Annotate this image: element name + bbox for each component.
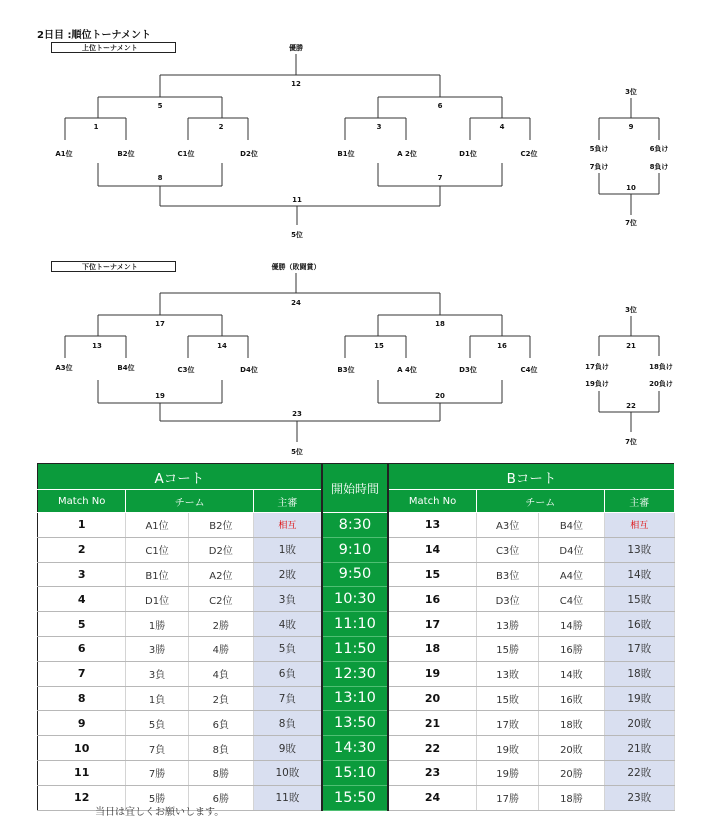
court-b-match-no: 21 bbox=[388, 711, 476, 736]
upper-semi-right: 6 bbox=[437, 102, 443, 110]
court-a-referee: 5負 bbox=[253, 636, 321, 661]
lower-side-bottom: 7位 bbox=[625, 438, 637, 446]
upper-team-8: C2位 bbox=[520, 150, 538, 158]
court-a-team-1: 1勝 bbox=[126, 612, 188, 637]
court-b-team-1: C3位 bbox=[477, 537, 539, 562]
court-b-team-2: 14敗 bbox=[539, 661, 604, 686]
lower-team-6: A 4位 bbox=[397, 366, 417, 374]
court-a-match-no: 8 bbox=[38, 686, 126, 711]
upper-side-t1: 5負け bbox=[589, 145, 609, 153]
court-a-match-no: 9 bbox=[38, 711, 126, 736]
court-b-match-no: 22 bbox=[388, 736, 476, 761]
footer-note: 当日は宜しくお願いします。 bbox=[95, 807, 225, 818]
upper-side-t2: 6負け bbox=[649, 145, 669, 153]
lower-side-bracket bbox=[585, 305, 673, 446]
upper-side-top: 3位 bbox=[625, 88, 637, 96]
upper-side-t3: 7負け bbox=[589, 163, 609, 171]
lower-tournament-label: 下位トーナメント bbox=[51, 261, 176, 272]
upper-side-bracket bbox=[590, 87, 669, 227]
court-b-match-no: 17 bbox=[388, 612, 476, 637]
upper-side-match: 9 bbox=[628, 123, 634, 131]
table-row bbox=[38, 711, 675, 736]
court-a-match-no: 11 bbox=[38, 760, 126, 785]
court-b-team-1: 15敗 bbox=[477, 686, 539, 711]
lower-cons-final: 23 bbox=[292, 410, 302, 418]
upper-q3: 3 bbox=[376, 123, 382, 131]
lower-side-match2: 22 bbox=[626, 402, 636, 410]
table-row bbox=[38, 513, 675, 538]
court-b-referee: 19敗 bbox=[604, 686, 674, 711]
court-a-team-1: 1負 bbox=[126, 686, 188, 711]
court-a-referee: 3負 bbox=[253, 587, 321, 612]
court-b-referee: 16敗 bbox=[604, 612, 674, 637]
start-time: 14:30 bbox=[322, 736, 388, 761]
court-a-team-2: 2負 bbox=[188, 686, 253, 711]
court-b-referee: 18敗 bbox=[604, 661, 674, 686]
upper-team-1: A1位 bbox=[55, 150, 73, 158]
court-a-team-1: 7勝 bbox=[126, 760, 188, 785]
court-b-team-2: 18敗 bbox=[539, 711, 604, 736]
court-a-match-no: 2 bbox=[38, 537, 126, 562]
court-a-team-1: 3勝 bbox=[126, 636, 188, 661]
upper-team-2: B2位 bbox=[117, 150, 135, 158]
court-a-referee: 相互 bbox=[253, 513, 321, 538]
lower-q3: 15 bbox=[374, 342, 384, 350]
court-a-team-1: 5勝 bbox=[126, 785, 188, 810]
start-time: 13:50 bbox=[322, 711, 388, 736]
court-b-referee: 15敗 bbox=[604, 587, 674, 612]
court-a-match-no: 1 bbox=[38, 513, 126, 538]
lower-side-t1: 17負け bbox=[585, 363, 609, 371]
court-a-match-no: 12 bbox=[38, 785, 126, 810]
lower-team-7: D3位 bbox=[459, 366, 477, 374]
lower-team-2: B4位 bbox=[117, 364, 135, 372]
court-a-team-1: D1位 bbox=[126, 587, 188, 612]
court-a-match-no-header: Match No bbox=[38, 490, 126, 513]
court-b-match-no: 15 bbox=[388, 562, 476, 587]
court-b-match-no: 23 bbox=[388, 760, 476, 785]
court-a-match-no: 7 bbox=[38, 661, 126, 686]
court-a-referee: 1敗 bbox=[253, 537, 321, 562]
lower-winner-label: 優勝（敗闘賞） bbox=[271, 263, 321, 271]
start-time-header: 開始時間 bbox=[322, 464, 388, 513]
court-a-match-no: 10 bbox=[38, 736, 126, 761]
court-b-header: Bコート bbox=[388, 464, 674, 490]
court-b-team-header: チーム bbox=[477, 490, 605, 513]
lower-team-8: C4位 bbox=[520, 366, 538, 374]
court-a-referee: 6負 bbox=[253, 661, 321, 686]
court-a-team-2: 8勝 bbox=[188, 760, 253, 785]
upper-semi-left: 5 bbox=[157, 102, 163, 110]
start-time: 9:50 bbox=[322, 562, 388, 587]
start-time: 13:10 bbox=[322, 686, 388, 711]
court-b-team-2: 20敗 bbox=[539, 736, 604, 761]
court-b-team-2: A4位 bbox=[539, 562, 604, 587]
court-b-match-no: 13 bbox=[388, 513, 476, 538]
court-b-referee: 22敗 bbox=[604, 760, 674, 785]
court-a-team-header: チーム bbox=[126, 490, 254, 513]
start-time: 11:10 bbox=[322, 612, 388, 637]
lower-cons-right: 20 bbox=[435, 392, 445, 400]
court-b-team-2: C4位 bbox=[539, 587, 604, 612]
upper-final-match: 12 bbox=[291, 80, 301, 88]
lower-bracket bbox=[55, 262, 537, 456]
upper-q1: 1 bbox=[93, 123, 99, 131]
court-b-team-2: D4位 bbox=[539, 537, 604, 562]
court-a-referee: 11敗 bbox=[253, 785, 321, 810]
table-row bbox=[38, 661, 675, 686]
match-schedule-table bbox=[37, 463, 675, 811]
court-b-referee-header: 主審 bbox=[604, 490, 674, 513]
schedule-body bbox=[38, 513, 675, 811]
court-a-team-2: 6勝 bbox=[188, 785, 253, 810]
table-row bbox=[38, 636, 675, 661]
court-a-team-2: D2位 bbox=[188, 537, 253, 562]
court-b-team-1: 15勝 bbox=[477, 636, 539, 661]
court-a-team-1: C1位 bbox=[126, 537, 188, 562]
upper-side-t4: 8負け bbox=[649, 163, 669, 171]
upper-team-4: D2位 bbox=[240, 150, 258, 158]
start-time: 11:50 bbox=[322, 636, 388, 661]
court-a-team-2: A2位 bbox=[188, 562, 253, 587]
court-b-referee: 21敗 bbox=[604, 736, 674, 761]
lower-q4: 16 bbox=[497, 342, 507, 350]
start-time: 12:30 bbox=[322, 661, 388, 686]
court-a-match-no: 3 bbox=[38, 562, 126, 587]
court-b-referee: 17敗 bbox=[604, 636, 674, 661]
court-a-team-2: 2勝 bbox=[188, 612, 253, 637]
court-b-team-2: 14勝 bbox=[539, 612, 604, 637]
court-a-team-2: B2位 bbox=[188, 513, 253, 538]
court-b-team-2: 18勝 bbox=[539, 785, 604, 810]
lower-side-t3: 19負け bbox=[585, 380, 609, 388]
upper-team-3: C1位 bbox=[177, 150, 195, 158]
court-b-match-no-header: Match No bbox=[388, 490, 476, 513]
table-row bbox=[38, 587, 675, 612]
upper-fifth-label: 5位 bbox=[291, 231, 303, 239]
court-b-referee: 13敗 bbox=[604, 537, 674, 562]
court-a-team-2: 4勝 bbox=[188, 636, 253, 661]
court-a-referee: 9敗 bbox=[253, 736, 321, 761]
court-b-match-no: 16 bbox=[388, 587, 476, 612]
upper-cons-right: 7 bbox=[437, 174, 443, 182]
court-b-team-1: 17勝 bbox=[477, 785, 539, 810]
court-a-match-no: 4 bbox=[38, 587, 126, 612]
upper-tournament-label: 上位トーナメント bbox=[51, 42, 176, 53]
court-b-team-1: 19勝 bbox=[477, 760, 539, 785]
lower-side-t4: 20負け bbox=[649, 380, 673, 388]
court-a-team-2: 8負 bbox=[188, 736, 253, 761]
court-b-match-no: 24 bbox=[388, 785, 476, 810]
upper-team-6: A 2位 bbox=[397, 150, 417, 158]
start-time: 15:10 bbox=[322, 760, 388, 785]
court-b-match-no: 20 bbox=[388, 686, 476, 711]
court-a-team-1: 3負 bbox=[126, 661, 188, 686]
lower-q1: 13 bbox=[92, 342, 102, 350]
court-b-team-1: A3位 bbox=[477, 513, 539, 538]
lower-fifth-label: 5位 bbox=[291, 448, 303, 456]
lower-team-4: D4位 bbox=[240, 366, 258, 374]
court-a-team-2: 6負 bbox=[188, 711, 253, 736]
page-title: 2日目 :順位トーナメント bbox=[37, 30, 152, 41]
lower-side-match: 21 bbox=[626, 342, 636, 350]
court-a-match-no: 5 bbox=[38, 612, 126, 637]
court-b-team-2: 16勝 bbox=[539, 636, 604, 661]
lower-team-3: C3位 bbox=[177, 366, 195, 374]
lower-semi-right: 18 bbox=[435, 320, 445, 328]
court-a-team-1: A1位 bbox=[126, 513, 188, 538]
court-b-team-1: 13敗 bbox=[477, 661, 539, 686]
court-a-team-1: 5負 bbox=[126, 711, 188, 736]
upper-side-bottom: 7位 bbox=[625, 219, 637, 227]
court-a-referee: 4敗 bbox=[253, 612, 321, 637]
court-b-team-1: D3位 bbox=[477, 587, 539, 612]
court-a-referee: 7負 bbox=[253, 686, 321, 711]
court-b-team-2: B4位 bbox=[539, 513, 604, 538]
table-row bbox=[38, 760, 675, 785]
upper-team-5: B1位 bbox=[337, 150, 355, 158]
court-b-team-2: 16敗 bbox=[539, 686, 604, 711]
table-row bbox=[38, 537, 675, 562]
court-a-header: Aコート bbox=[38, 464, 322, 490]
start-time: 9:10 bbox=[322, 537, 388, 562]
court-b-team-1: 13勝 bbox=[477, 612, 539, 637]
court-b-team-1: B3位 bbox=[477, 562, 539, 587]
upper-q2: 2 bbox=[218, 123, 224, 131]
court-a-team-1: B1位 bbox=[126, 562, 188, 587]
court-a-match-no: 6 bbox=[38, 636, 126, 661]
court-a-referee: 8負 bbox=[253, 711, 321, 736]
court-b-referee: 相互 bbox=[604, 513, 674, 538]
upper-winner-label: 優勝 bbox=[289, 44, 303, 52]
start-time: 8:30 bbox=[322, 513, 388, 538]
court-a-team-2: 4負 bbox=[188, 661, 253, 686]
lower-side-t2: 18負け bbox=[649, 363, 673, 371]
court-b-referee: 23敗 bbox=[604, 785, 674, 810]
lower-side-top: 3位 bbox=[625, 306, 637, 314]
lower-team-1: A3位 bbox=[55, 364, 73, 372]
court-b-match-no: 19 bbox=[388, 661, 476, 686]
court-b-match-no: 18 bbox=[388, 636, 476, 661]
table-row bbox=[38, 562, 675, 587]
court-b-referee: 14敗 bbox=[604, 562, 674, 587]
table-row bbox=[38, 736, 675, 761]
upper-team-7: D1位 bbox=[459, 150, 477, 158]
lower-q2: 14 bbox=[217, 342, 227, 350]
table-row bbox=[38, 686, 675, 711]
lower-semi-left: 17 bbox=[155, 320, 165, 328]
upper-cons-left: 8 bbox=[157, 174, 163, 182]
court-a-referee: 10敗 bbox=[253, 760, 321, 785]
court-a-team-2: C2位 bbox=[188, 587, 253, 612]
upper-side-match2: 10 bbox=[626, 184, 636, 192]
upper-cons-final: 11 bbox=[292, 196, 302, 204]
court-b-referee: 20敗 bbox=[604, 711, 674, 736]
court-b-match-no: 14 bbox=[388, 537, 476, 562]
court-b-team-1: 19敗 bbox=[477, 736, 539, 761]
court-b-team-2: 20勝 bbox=[539, 760, 604, 785]
court-a-team-1: 7負 bbox=[126, 736, 188, 761]
court-a-referee-header: 主審 bbox=[253, 490, 321, 513]
lower-final-match: 24 bbox=[291, 299, 301, 307]
lower-cons-left: 19 bbox=[155, 392, 165, 400]
upper-bracket bbox=[55, 43, 537, 239]
start-time: 10:30 bbox=[322, 587, 388, 612]
upper-q4: 4 bbox=[499, 123, 505, 131]
court-b-team-1: 17敗 bbox=[477, 711, 539, 736]
start-time: 15:50 bbox=[322, 785, 388, 810]
lower-team-5: B3位 bbox=[337, 366, 355, 374]
court-a-referee: 2敗 bbox=[253, 562, 321, 587]
court-header-row bbox=[38, 464, 675, 490]
table-row bbox=[38, 612, 675, 637]
